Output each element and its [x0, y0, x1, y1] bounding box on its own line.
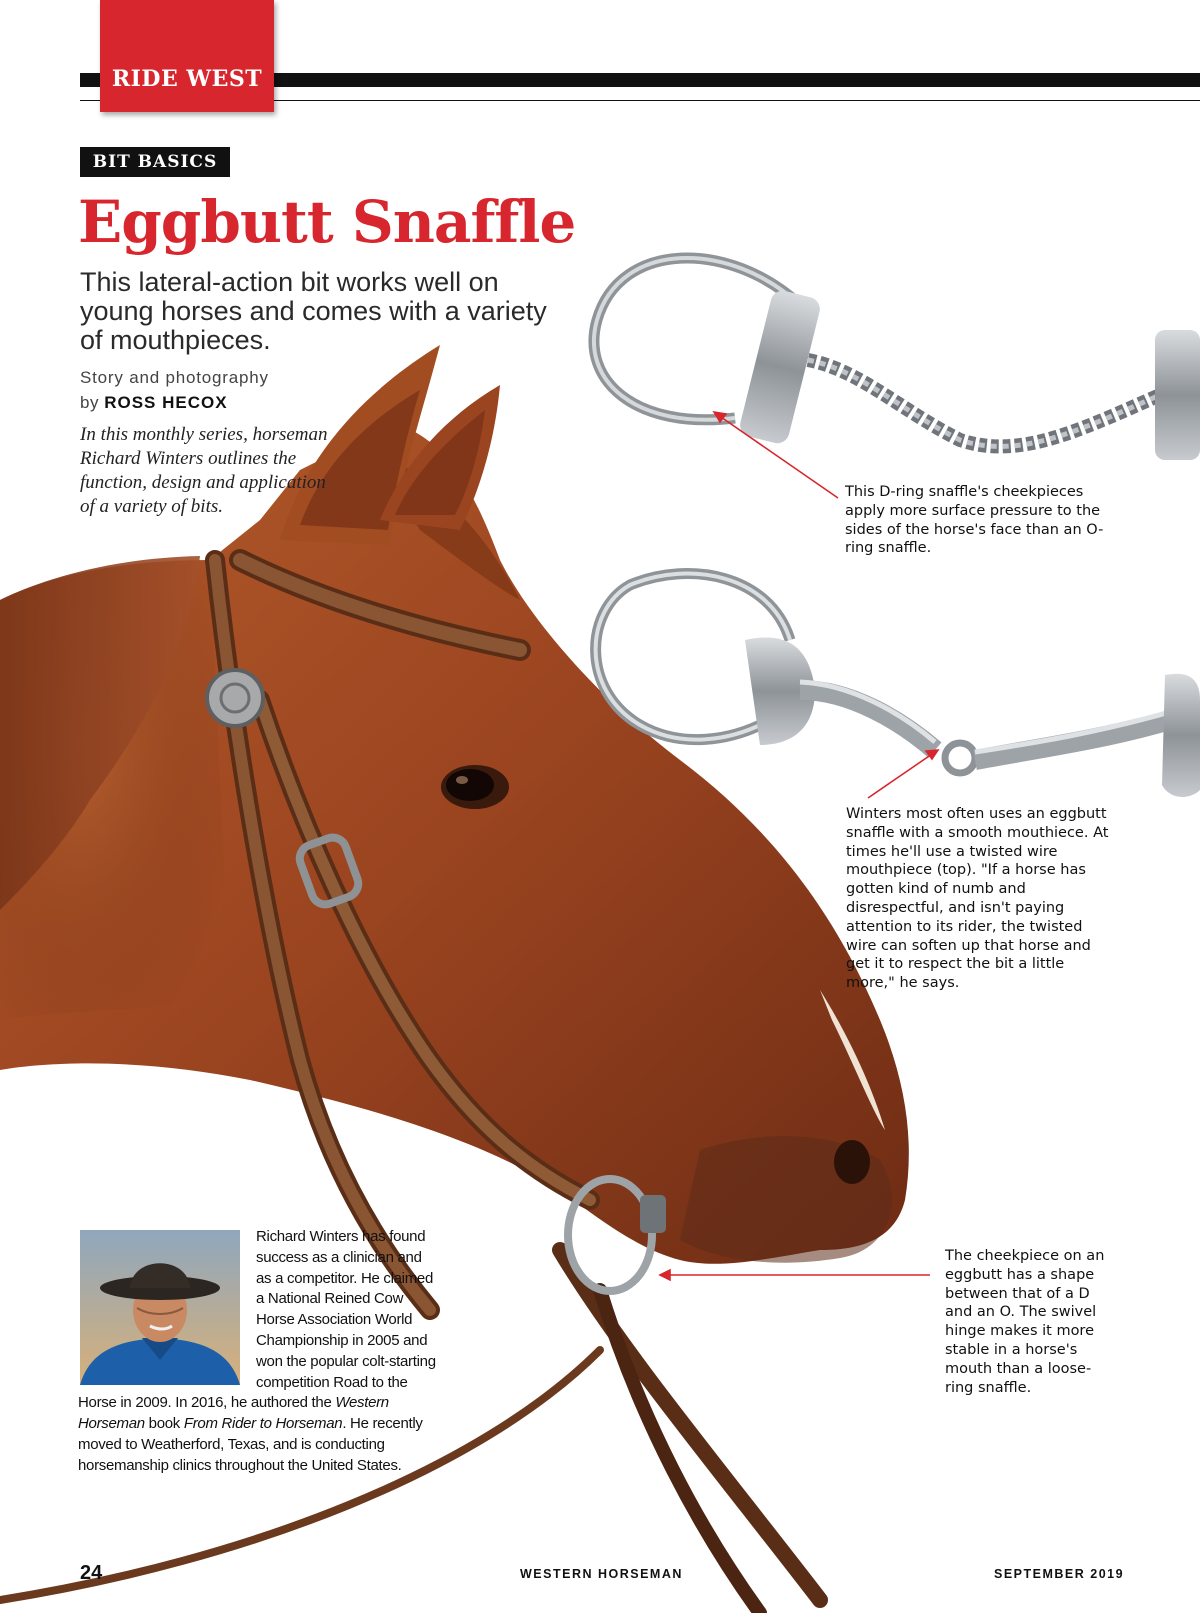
- section-label: RIDE WEST: [111, 66, 263, 92]
- bio-text-2: book: [144, 1415, 184, 1433]
- caption-d-ring: This D-ring snaffle's cheekpieces apply more surface pressure to the sides of the horse's face than an O-ring snaffle.: [845, 484, 1104, 557]
- bio-publisher: Western Horseman: [78, 1394, 389, 1433]
- author-name: ROSS HECOX: [104, 393, 228, 412]
- article-deck: This lateral-action bit works well on young horses and comes with a variety of mouthpieces.: [80, 267, 547, 355]
- caption-cheekpiece: The cheekpiece on an eggbutt has a shape between that of a D and an O. The swivel hinge makes it more stable in a horse's mouth than a loose-ring snaffle.: [945, 1248, 1105, 1396]
- caption-mouthpiece: Winters most often uses an eggbutt snaffle with a smooth mouthiece. At times he'll use a twisted wire mouthpiece (top). "If a horse has gotten kind of numb and disrespectful, and isn't paying attention to its rider, the twisted wire can soften up that horse and get it to respect the bit a little more," he says.: [846, 806, 1109, 992]
- author-bio: [78, 1227, 438, 1477]
- d-ring-snaffle: [594, 258, 1200, 460]
- page-number: 24: [80, 1562, 103, 1584]
- byline-prefix: by: [80, 393, 99, 412]
- bio-text-1: Richard Winters has found success as a clinician and as a competitor. He claimed a National Reined Cow Horse Association World Championship in 2005 and won the popular colt-starting competition Road to the Horse in 2009. In 2016, he authored the: [78, 1228, 436, 1412]
- byline: [80, 393, 228, 413]
- section-tab: [100, 0, 274, 112]
- bio-book-title: From Rider to Horseman: [183, 1415, 343, 1433]
- bio-text-3: . He recently moved to Weatherford, Texas, and is conducting horsemanship clinics throughout the United States.: [78, 1415, 423, 1474]
- credit-line: Story and photography: [80, 368, 269, 387]
- issue-date: SEPTEMBER 2019: [994, 1567, 1125, 1581]
- eggbutt-snaffle: [596, 574, 1200, 797]
- series-intro: In this monthly series, horseman Richard Winters outlines the function, design and application of a variety of bits.: [80, 424, 328, 517]
- concho: [207, 670, 263, 726]
- article-headline: Eggbutt Snaffle: [78, 188, 576, 256]
- magazine-name: WESTERN HORSEMAN: [520, 1567, 683, 1581]
- kicker-label: BIT BASICS: [80, 147, 230, 177]
